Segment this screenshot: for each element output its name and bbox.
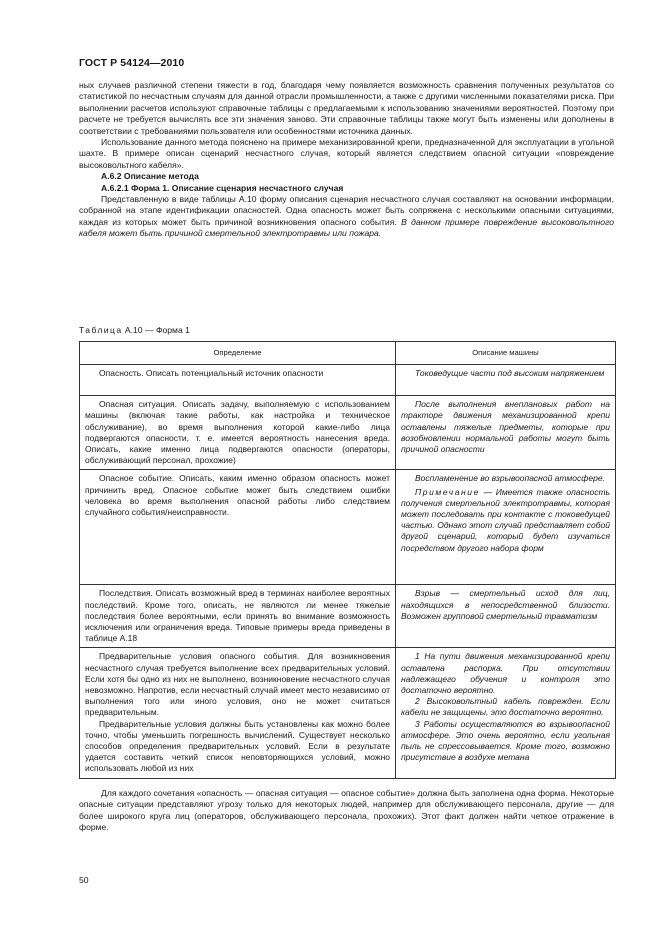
- definition-cell: [80, 470, 396, 585]
- table-caption-prefix: Таблица: [79, 325, 123, 335]
- description-cell: [396, 585, 616, 648]
- definition-cell: [80, 585, 396, 648]
- definition-text: Опасное событие. Описать, каким именно образом опасность может причинить вред. Опасное событие может быть следствием ошибки человека во время выполнения опасной работы либо следствием случайного события/неисправности.: [85, 473, 390, 518]
- table-header-row: [80, 342, 616, 365]
- description-cell: [396, 396, 616, 470]
- definition-text: Предварительные условия опасного события. Для возникновения несчастного случая требуется выполнение всех предварительных условий. Если хотя бы одно из них не выполнено, возникновение несчастного случая невозможно. Напротив, если несчастный случай имеет место независимо от выполнения того или иного условия, оно не может считаться предварительным.: [85, 651, 390, 718]
- intro-paragraph-3: [79, 194, 614, 240]
- table-row: [80, 648, 616, 778]
- page-number: 50: [79, 875, 89, 885]
- definition-text: Последствия. Описать возможный вред в терминах наиболее вероятных последствий. Кроме того, описать, не являются ли менее тяжелые последствия более вероятными, если принять во внимание возможность исключения или ограничения вреда. Типовые примеры вреда приведены в таблице А.18: [85, 588, 390, 644]
- table-note: [401, 487, 610, 554]
- form-1-table: [79, 341, 616, 779]
- description-cell: [396, 648, 616, 778]
- column-header-definition: Определение: [80, 342, 396, 365]
- intro-paragraph-2: Использование данного метода пояснено на примере механизированной крепи, предназначенной для эксплуатации в угольной шахте. В примере описан сценарий несчастного случая, который является следствием опасной ситуации «повреждение высоковольтного кабеля».: [79, 137, 614, 170]
- description-text: 3 Работы осуществляются во взрывоопасной атмосфере. Это очень вероятно, если угольная пыль не спрессовывается. Кроме того, возможно присутствие в воздухе метана: [401, 718, 610, 763]
- intro-paragraph-3-text: Представленную в виде таблицы А.10 форму описания сценария несчастного случая составляют на основании информации, собранной на этапе идентификации опасностей. Одна опасность может быть сопряжена с несколькими опасными ситуациями, каждая из которых может быть причиной возникновения опасного события.: [79, 194, 614, 227]
- table-caption: [79, 325, 190, 336]
- definition-text: Опасность. Описать потенциальный источник опасности: [99, 368, 324, 379]
- section-heading-a621: А.6.2.1 Форма 1. Описание сценария несчастного случая: [101, 182, 344, 193]
- definition-text: Предварительные условия должны быть установлены как можно более точно, чтобы уменьшить погрешность вычислений. Существует несколько способов определения предварительных условий. Если в результате удается составить четкий список неповторяющихся условий, можно использовать любой из них: [85, 718, 390, 774]
- description-text: Взрыв — смертельный исход для лиц, находящихся в непосредственной близости. Возможен групповой смертельный травматизм: [401, 588, 610, 621]
- description-text: После выполнения внеплановых работ на тракторе движения механизированной крепи оставлены тяжелые предметы, которые при возобновлении нормальной работы могут быть причиной опасности: [401, 399, 610, 455]
- intro-paragraph-1: ных случаев различной степени тяжести в год, благодаря чему появляется возможность сравнения полученных результатов со статистикой по несчастным случаям для данной отрасли промышленности, а также с другими численными показателями риска. При выполнении расчетов используют справочные таблицы с предлагаемыми к использованию значениями вероятностей. Поэтому при расчете не требуется вычислять все эти значения заново. Эти справочные таблицы также могут быть изменены или дополнены в соответствии с требованиями пользователя или особенностями источника данных.: [79, 80, 614, 136]
- table-row: [80, 396, 616, 470]
- definition-cell: [80, 648, 396, 778]
- standard-header: ГОСТ Р 54124—2010: [79, 57, 185, 69]
- definition-cell: [80, 396, 396, 470]
- closing-section: [79, 788, 614, 834]
- table-caption-title: А.10 — Форма 1: [124, 325, 190, 335]
- description-text: 1 На пути движения механизированной крепи оставлена распорка. При отсутствии надлежащего обучения и контроля это достаточно вероятно.: [401, 651, 610, 696]
- description-text: 2 Высоковольтный кабель поврежден. Если кабели не защищены, это достаточно вероятно.: [401, 696, 610, 718]
- note-label: Примечание: [415, 486, 480, 497]
- column-header-description: Описание машины: [396, 342, 616, 365]
- definition-cell: [80, 365, 396, 396]
- section-heading-a62: А.6.2 Описание метода: [101, 171, 199, 182]
- note-text: — Имеется также опасность получения смертельной электротравмы, которая может последовать при контакте с токоведущей частью. Однако этот случай представляет собой другой сценарий, который будет изучаться посредством другого набора форм: [401, 486, 610, 553]
- description-text: Токоведущие части под высоким напряжением: [415, 368, 605, 379]
- table-row: [80, 585, 616, 648]
- table-row: [80, 470, 616, 585]
- table-row: [80, 365, 616, 396]
- intro-section: [79, 80, 614, 240]
- closing-paragraph: Для каждого сочетания «опасность — опасная ситуация — опасное событие» должна быть заполнена одна форма. Некоторые опасные ситуации представляют угрозу только для некоторых людей, например для обслуживающего персонала, другие — для более широкого круга лиц (операторов, обслуживающего персонала, прохожих). Этот факт должен найти четкое отражение в форме.: [79, 788, 614, 833]
- description-cell: [396, 470, 616, 585]
- description-text: Воспламенение во взрывоопасной атмосфере.: [415, 473, 605, 484]
- description-cell: [396, 365, 616, 396]
- intro-paragraph-3-example: В данном примере повреждение высоковольтного кабеля может быть причиной смертельной электротравмы или пожара.: [79, 216, 614, 239]
- definition-text: Опасная ситуация. Описать задачу, выполняемую с использованием машины (включая такие работы, как настройка и техническое обслуживание), во время выполнения которой какие-либо лица подвергаются опасности, т. е. имеется вероятность нанесения вреда. Описать, какие именно лица подвергаются опасности (операторы, обслуживающий персонал, прохожие): [85, 399, 390, 466]
